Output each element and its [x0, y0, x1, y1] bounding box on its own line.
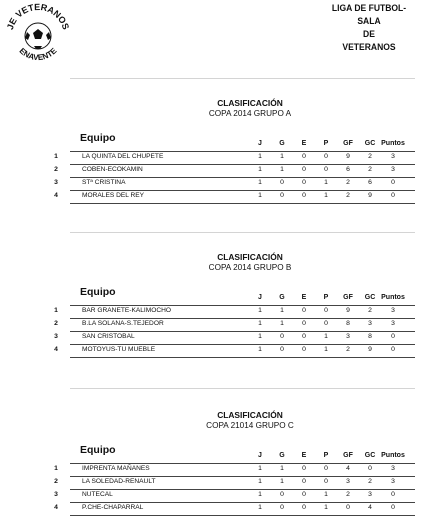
- stat-j: 1: [258, 504, 262, 511]
- stat-puntos: 3: [391, 465, 395, 472]
- soccer-ball-logo-icon: [6, 2, 70, 68]
- stat-gc: 3: [368, 320, 372, 327]
- stat-puntos: 3: [391, 307, 395, 314]
- stat-puntos: 0: [391, 491, 395, 498]
- team-name: STª CRISTINA: [82, 179, 126, 186]
- stat-p: 1: [324, 179, 328, 186]
- standing-position: 4: [54, 192, 58, 199]
- stat-gf: 0: [346, 504, 350, 511]
- stat-j: 1: [258, 333, 262, 340]
- team-name: BAR GRANETE-KALIMOCHO: [82, 307, 172, 314]
- column-header-e: E: [301, 452, 307, 459]
- stat-gc: 4: [368, 504, 372, 511]
- column-header-e: E: [301, 294, 307, 301]
- stat-j: 1: [258, 307, 262, 314]
- stat-gc: 2: [368, 478, 372, 485]
- row-divider: [70, 190, 415, 191]
- stat-g: 0: [280, 491, 284, 498]
- section-divider: [70, 388, 415, 389]
- team-column-header: Equipo: [80, 286, 116, 298]
- standing-position: 4: [54, 346, 58, 353]
- row-divider: [70, 318, 415, 319]
- stat-gc: 3: [368, 491, 372, 498]
- row-divider: [70, 203, 415, 204]
- stat-puntos: 3: [391, 153, 395, 160]
- stat-gc: 6: [368, 179, 372, 186]
- team-name: LA QUINTA DEL CHUPETE: [82, 153, 164, 160]
- stat-puntos: 0: [391, 179, 395, 186]
- column-header-g: G: [279, 294, 285, 301]
- league-title-line2: DE: [363, 29, 375, 40]
- column-header-g: G: [279, 140, 285, 147]
- stat-gc: 8: [368, 333, 372, 340]
- team-name: SAN CRISTOBAL: [82, 333, 135, 340]
- stat-e: 0: [302, 491, 306, 498]
- stat-e: 0: [302, 465, 306, 472]
- row-divider: [70, 489, 415, 490]
- row-divider: [70, 463, 415, 464]
- standing-position: 3: [54, 333, 58, 340]
- stat-gf: 3: [346, 333, 350, 340]
- group-title: CLASIFICACIÓN: [217, 98, 283, 108]
- stat-j: 1: [258, 320, 262, 327]
- standing-position: 1: [54, 465, 58, 472]
- stat-g: 1: [280, 320, 284, 327]
- stat-e: 0: [302, 320, 306, 327]
- standing-position: 2: [54, 478, 58, 485]
- stat-g: 1: [280, 307, 284, 314]
- stat-gc: 2: [368, 166, 372, 173]
- stat-gf: 2: [346, 179, 350, 186]
- stat-j: 1: [258, 465, 262, 472]
- column-header-gf: GF: [343, 294, 353, 301]
- row-divider: [70, 476, 415, 477]
- stat-j: 1: [258, 346, 262, 353]
- column-header-gc: GC: [364, 294, 376, 301]
- stat-g: 1: [280, 153, 284, 160]
- stat-puntos: 0: [391, 346, 395, 353]
- stat-e: 0: [302, 478, 306, 485]
- stat-e: 0: [302, 153, 306, 160]
- row-divider: [70, 151, 415, 152]
- stat-gc: 9: [368, 192, 372, 199]
- stat-e: 0: [302, 192, 306, 199]
- stat-g: 0: [280, 504, 284, 511]
- stat-g: 0: [280, 192, 284, 199]
- team-name: LA SOLEDAD-RENAULT: [82, 478, 156, 485]
- column-header-p: P: [323, 452, 329, 459]
- row-divider: [70, 164, 415, 165]
- stat-j: 1: [258, 192, 262, 199]
- standing-position: 1: [54, 153, 58, 160]
- column-header-j: J: [258, 140, 262, 147]
- standing-position: 3: [54, 491, 58, 498]
- team-name: P.CHE-CHAPARRAL: [82, 504, 144, 511]
- stat-p: 0: [324, 153, 328, 160]
- standing-position: 1: [54, 307, 58, 314]
- stat-g: 0: [280, 346, 284, 353]
- stat-gf: 4: [346, 465, 350, 472]
- column-header-p: P: [323, 294, 329, 301]
- column-header-gf: GF: [343, 452, 353, 459]
- section-divider: [70, 232, 415, 233]
- stat-gc: 2: [368, 153, 372, 160]
- stat-j: 1: [258, 179, 262, 186]
- stat-puntos: 3: [391, 320, 395, 327]
- stat-p: 0: [324, 465, 328, 472]
- stat-p: 0: [324, 307, 328, 314]
- stat-puntos: 0: [391, 192, 395, 199]
- column-header-j: J: [258, 294, 262, 301]
- league-title-line1: LIGA DE FUTBOL-SALA: [331, 3, 407, 27]
- stat-puntos: 0: [391, 333, 395, 340]
- section-divider: [70, 78, 415, 79]
- column-header-gc: GC: [364, 140, 376, 147]
- stat-gf: 6: [346, 166, 350, 173]
- league-title: [323, 2, 415, 54]
- stat-e: 0: [302, 346, 306, 353]
- row-divider: [70, 515, 415, 516]
- column-header-gc: GC: [364, 452, 376, 459]
- standing-position: 2: [54, 166, 58, 173]
- stat-e: 0: [302, 179, 306, 186]
- stat-p: 0: [324, 166, 328, 173]
- stat-gf: 2: [346, 346, 350, 353]
- group-title: CLASIFICACIÓN: [217, 410, 283, 420]
- stat-puntos: 0: [391, 504, 395, 511]
- team-name: MOTOYUS-TU MUEBLE: [82, 346, 156, 353]
- svg-text:ENAVENTE: ENAVENTE: [17, 46, 59, 63]
- stat-puntos: 3: [391, 478, 395, 485]
- stat-g: 1: [280, 478, 284, 485]
- stat-gf: 9: [346, 307, 350, 314]
- stat-p: 0: [324, 478, 328, 485]
- svg-text:JE VETERANOS: JE VETERANOS: [6, 2, 70, 31]
- column-header-g: G: [279, 452, 285, 459]
- stat-p: 0: [324, 320, 328, 327]
- group-subtitle: COPA 21014 GRUPO C: [206, 421, 294, 430]
- stat-e: 0: [302, 166, 306, 173]
- stat-j: 1: [258, 153, 262, 160]
- stat-g: 1: [280, 166, 284, 173]
- stat-e: 0: [302, 504, 306, 511]
- stat-gf: 8: [346, 320, 350, 327]
- stat-gf: 2: [346, 491, 350, 498]
- stat-j: 1: [258, 491, 262, 498]
- stat-puntos: 3: [391, 166, 395, 173]
- column-header-j: J: [258, 452, 262, 459]
- stat-e: 0: [302, 307, 306, 314]
- league-logo: [6, 2, 70, 68]
- stat-gf: 3: [346, 478, 350, 485]
- row-divider: [70, 502, 415, 503]
- league-title-line3: VETERANOS: [342, 42, 396, 53]
- team-column-header: Equipo: [80, 132, 116, 144]
- stat-gf: 9: [346, 153, 350, 160]
- row-divider: [70, 357, 415, 358]
- stat-j: 1: [258, 478, 262, 485]
- group-title: CLASIFICACIÓN: [217, 252, 283, 262]
- row-divider: [70, 305, 415, 306]
- stat-p: 1: [324, 192, 328, 199]
- stat-j: 1: [258, 166, 262, 173]
- stat-gc: 2: [368, 307, 372, 314]
- stat-g: 0: [280, 179, 284, 186]
- stat-p: 1: [324, 333, 328, 340]
- column-header-puntos: Puntos: [381, 452, 405, 459]
- group-subtitle: COPA 2014 GRUPO A: [208, 109, 292, 118]
- column-header-puntos: Puntos: [381, 294, 405, 301]
- column-header-p: P: [323, 140, 329, 147]
- team-name: MORALES DEL REY: [82, 192, 145, 199]
- team-column-header: Equipo: [80, 444, 116, 456]
- stat-e: 0: [302, 333, 306, 340]
- team-name: IMPRENTA MAÑANES: [82, 465, 150, 472]
- team-name: B.LA SOLANA-S.TEJEDOR: [82, 320, 164, 327]
- column-header-puntos: Puntos: [381, 140, 405, 147]
- team-name: NUTECAL: [82, 491, 113, 498]
- stat-gc: 0: [368, 465, 372, 472]
- row-divider: [70, 177, 415, 178]
- row-divider: [70, 331, 415, 332]
- team-name: COBEN-ECOKAMIN: [82, 166, 143, 173]
- column-header-e: E: [301, 140, 307, 147]
- stat-p: 1: [324, 491, 328, 498]
- stat-gf: 2: [346, 192, 350, 199]
- standing-position: 2: [54, 320, 58, 327]
- stat-p: 1: [324, 504, 328, 511]
- stat-g: 0: [280, 333, 284, 340]
- stat-g: 1: [280, 465, 284, 472]
- column-header-gf: GF: [343, 140, 353, 147]
- stat-gc: 9: [368, 346, 372, 353]
- standing-position: 4: [54, 504, 58, 511]
- group-subtitle: COPA 2014 GRUPO B: [208, 263, 292, 272]
- standing-position: 3: [54, 179, 58, 186]
- stat-p: 1: [324, 346, 328, 353]
- row-divider: [70, 344, 415, 345]
